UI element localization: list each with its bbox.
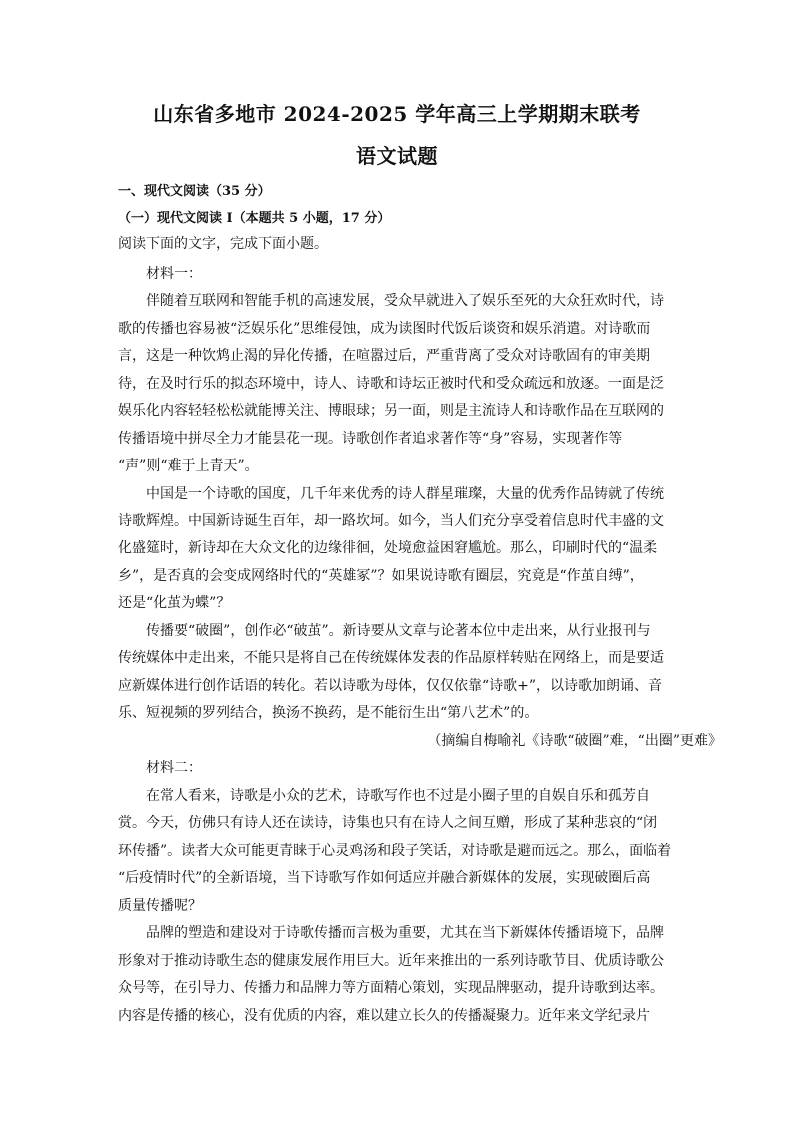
text-line: 娱乐化内容轻轻松松就能博关注、博眼球；另一面，则是主流诗人和诗歌作品在互联网的 — [118, 403, 664, 419]
text-line: “后疫情时代”的全新语境，当下诗歌写作如何适应并融合新媒体的发展，实现破圈后高 — [118, 870, 651, 886]
section-heading: 一、现代文阅读（35 分） — [118, 184, 271, 199]
text-line: 传播要“破圈”，创作必“破茧”。新诗要从文章与论著本位中走出来，从行业报刊与 — [146, 623, 651, 639]
text-line: 乐、短视频的罗列结合，换汤不换药，是不能衍生出“第八艺术”的。 — [118, 705, 539, 721]
source-citation: （摘编自梅喻礼《诗歌“破圈”难，“出圈”更难》 — [427, 733, 722, 749]
text-line: 传播语境中拼尽全力才能昙花一现。诗歌创作者追求著作等“身”容易，实现著作等 — [118, 431, 623, 447]
text-line: “声”则“难于上青天”。 — [118, 458, 259, 474]
text-line: 形象对于推动诗歌生态的健康发展作用巨大。近年来推出的一系列诗歌节目、优质诗歌公 — [118, 953, 664, 969]
text-line: 歌的传播也容易被“泛娱乐化”思维侵蚀，成为读图时代饭后谈资和娱乐消遣。对诗歌而 — [118, 321, 651, 337]
subsection-heading: （一）现代文阅读 I（本题共 5 小题，17 分） — [118, 211, 391, 226]
text-line: 品牌的塑造和建设对于诗歌传播而言极为重要，尤其在当下新媒体传播语境下，品牌 — [146, 925, 664, 941]
text-line: 赏。今天，仿佛只有诗人还在读诗，诗集也只有在诗人之间互赠，形成了某种悲哀的“闭 — [118, 815, 658, 831]
exam-title: 山东省多地市 2024-2025 学年高三上学期期末联考 — [153, 102, 641, 126]
exam-subtitle: 语文试题 — [356, 144, 438, 168]
text-line: 诗歌辉煌。中国新诗诞生百年，却一路坎坷。如今，当人们充分享受着信息时代丰盛的文 — [118, 513, 664, 529]
text-line: 待，在及时行乐的拟态环境中，诗人、诗歌和诗坛正被时代和受众疏远和放逐。一面是泛 — [118, 376, 664, 392]
text-line: 中国是一个诗歌的国度，几千年来优秀的诗人群星璀璨，大量的优秀作品铸就了传统 — [146, 486, 664, 502]
text-line: 乡”，是否真的会变成网络时代的“英雄冢”？如果说诗歌有圈层，究竟是“作茧自缚”， — [118, 568, 644, 584]
text-line: 应新媒体进行创作话语的转化。若以诗歌为母体，仅仅依靠“诗歌+”，以诗歌加朗诵、音 — [118, 678, 663, 694]
instruction-text: 阅读下面的文字，完成下面小题。 — [118, 236, 328, 252]
text-line: 伴随着互联网和智能手机的高速发展，受众早就进入了娱乐至死的大众狂欢时代，诗 — [146, 293, 664, 309]
text-line: 言，这是一种饮鸩止渴的异化传播，在喧嚣过后，严重背离了受众对诗歌固有的审美期 — [118, 348, 650, 364]
text-line: 内容是传播的核心，没有优质的内容，难以建立长久的传播凝聚力。近年来文学纪录片 — [118, 1008, 650, 1024]
text-line: 传统媒体中走出来，不能只是将自己在传统媒体发表的作品原样转贴在网络上，而是要适 — [118, 650, 664, 666]
text-line: 质量传播呢？ — [118, 898, 202, 914]
text-line: 还是“化茧为蝶”？ — [118, 595, 231, 611]
material-label: 材料二： — [146, 760, 202, 776]
text-line: 化盛筵时，新诗却在大众文化的边缘徘徊，处境愈益困窘尴尬。那么，印刷时代的“温柔 — [118, 540, 658, 556]
text-line: 环传播”。读者大众可能更青睐于心灵鸡汤和段子笑话，对诗歌是避而远之。那么，面临着 — [118, 843, 672, 859]
material-label: 材料一： — [146, 266, 202, 282]
text-line: 在常人看来，诗歌是小众的艺术，诗歌写作也不过是小圈子里的自娱自乐和孤芳自 — [146, 788, 650, 804]
text-line: 众号等，在引导力、传播力和品牌力等方面精心策划，实现品牌驱动，提升诗歌到达率。 — [118, 980, 664, 996]
